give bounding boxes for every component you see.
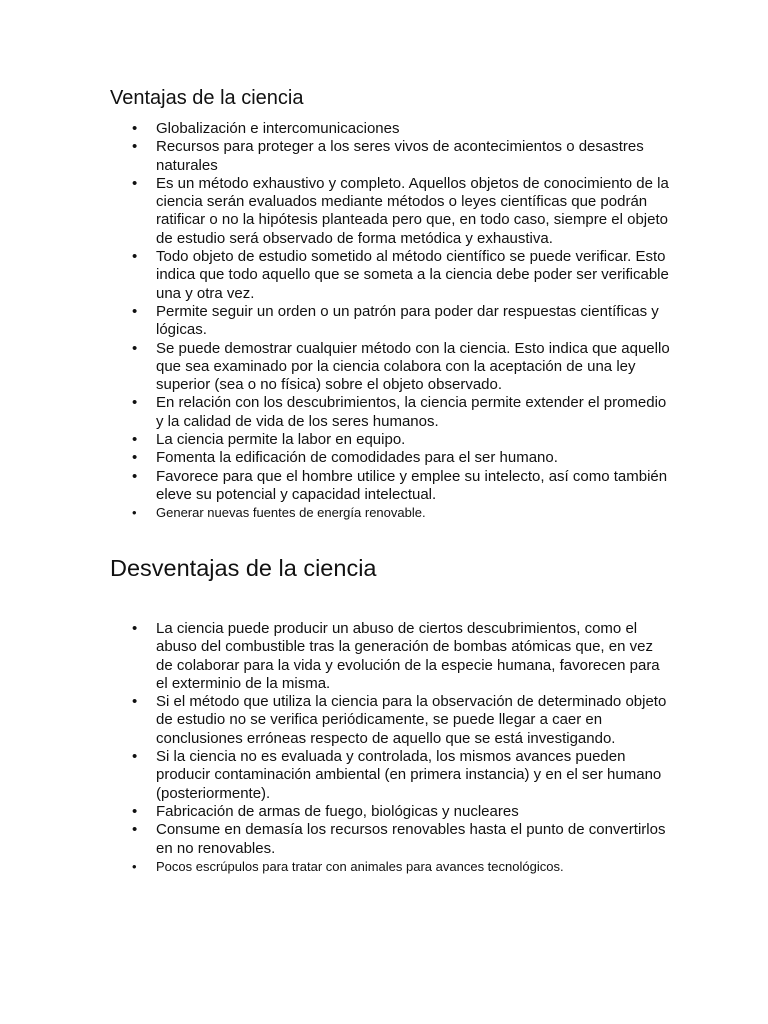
list-item: • Globalización e intercomunicaciones	[132, 120, 672, 138]
ventajas-heading: Ventajas de la ciencia	[110, 87, 304, 109]
list-item: • Es un método exhaustivo y completo. Aquellos objetos de conocimiento de la ciencia serán evaluados mediante métodos o leyes científicas que podrán ratificar o no la hipótesis planteada pero que, en todo caso, siempre el objeto de estudio será observado de forma metódica y exhaustiva.	[132, 175, 672, 248]
list-item: • Fomenta la edificación de comodidades para el ser humano.	[132, 449, 672, 467]
list-item: • Se puede demostrar cualquier método con la ciencia. Esto indica que aquello que sea examinado por la ciencia colabora con la aceptación de una ley superior (sea o no física) sobre el objeto observado.	[132, 340, 672, 395]
list-item: • La ciencia puede producir un abuso de ciertos descubrimientos, como el abuso del combustible tras la generación de bombas atómicas que, en vez de colaborar para la vida y evolución de la especie humana, favorecen para el exterminio de la misma.	[132, 620, 672, 693]
list-item: • En relación con los descubrimientos, la ciencia permite extender el promedio y la calidad de vida de los seres humanos.	[132, 394, 672, 431]
list-item: • Favorece para que el hombre utilice y emplee su intelecto, así como también eleve su potencial y capacidad intelectual.	[132, 468, 672, 505]
list-item: • Pocos escrúpulos para tratar con animales para avances tecnológicos.	[132, 858, 672, 876]
ventajas-list	[132, 120, 672, 522]
list-item: • Todo objeto de estudio sometido al método científico se puede verificar. Esto indica que todo aquello que se someta a la ciencia debe poder ser verificable una y otra vez.	[132, 248, 672, 303]
list-item: • Consume en demasía los recursos renovables hasta el punto de convertirlos en no renovables.	[132, 821, 672, 858]
list-item: • La ciencia permite la labor en equipo.	[132, 431, 672, 449]
list-item: • Permite seguir un orden o un patrón para poder dar respuestas científicas y lógicas.	[132, 303, 672, 340]
list-item: • Generar nuevas fuentes de energía renovable.	[132, 504, 672, 522]
list-item: • Si la ciencia no es evaluada y controlada, los mismos avances pueden producir contaminación ambiental (en primera instancia) y en el ser humano (posteriormente).	[132, 748, 672, 803]
list-item: • Recursos para proteger a los seres vivos de acontecimientos o desastres naturales	[132, 138, 672, 175]
desventajas-list	[132, 620, 672, 876]
list-item: • Fabricación de armas de fuego, biológicas y nucleares	[132, 803, 672, 821]
list-item: • Si el método que utiliza la ciencia para la observación de determinado objeto de estudio no se verifica periódicamente, se puede llegar a caer en conclusiones erróneas respecto de aquello que se está investigando.	[132, 693, 672, 748]
desventajas-heading: Desventajas de la ciencia	[110, 555, 377, 581]
